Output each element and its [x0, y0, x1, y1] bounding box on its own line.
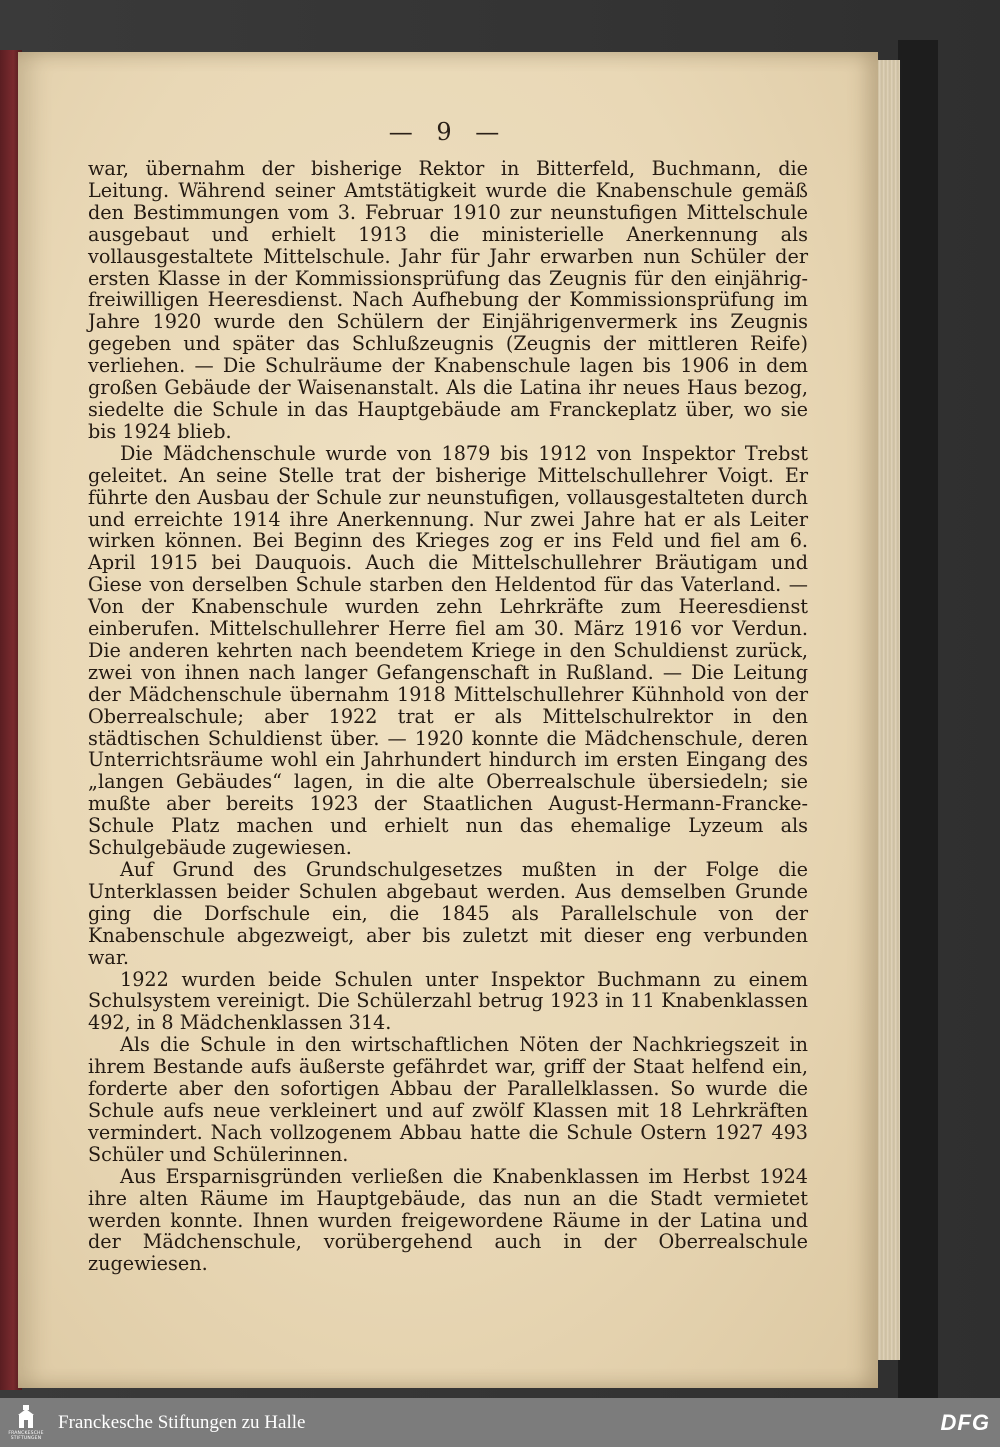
page-number: — 9 —	[388, 118, 508, 146]
paragraph: war, übernahm der bisherige Rektor in Bitterfeld, Buchmann, die Leitung. Während seiner Amtstätigkeit wurde die Knabenschule gemäß den Bestimmungen vom 3. Februar 1910 zur neunstufigen Mittelschule ausgebaut und erhielt 1913 die ministerielle Anerkennung als vollausgestaltete Mittelschule. Jahr für Jahr erwarben nun Schüler der ersten Klasse in der Kommissionsprüfung das Zeugnis für den einjährig-freiwilligen Heeresdienst. Nach Aufhebung der Kommissionsprüfung im Jahre 1920 wurde den Schülern der Einjährigenvermerk ins Zeugnis gegeben und später das Schlußzeugnis (Zeugnis der mittleren Reife) verliehen. — Die Schulräume der Knabenschule lagen bis 1906 in dem großen Gebäude der Waisenanstalt. Als die Latina ihr neues Haus bezog, siedelte die Schule in das Hauptgebäude am Franckeplatz über, wo sie bis 1924 blieb.	[88, 157, 808, 443]
paragraph: Aus Ersparnisgründen verließen die Knabenklassen im Herbst 1924 ihre alten Räume im Hauptgebäude, das nun an die Stadt vermietet werden konnte. Ihnen wurden freigewordene Räume in der Latina und der Mädchenschule, vorübergehend auch in der Oberrealschule zugewiesen.	[88, 1164, 808, 1276]
francke-foundation-logo[interactable]	[6, 1403, 46, 1443]
book-page	[18, 52, 878, 1388]
page-body-text	[88, 158, 808, 1275]
paragraph: Die Mädchenschule wurde von 1879 bis 1912 von Inspektor Trebst geleitet. An seine Stelle trat der bisherige Mittelschullehrer Voigt. Er führte den Ausbau der Schule zur neunstufigen, vollausgestalteten durch und erreichte 1914 ihre Anerkennung. Nur zwei Jahre hat er als Leiter wirken können. Bei Beginn des Krieges zog er ins Feld und fiel am 6. April 1915 bei Dauquois. Auch die Mittelschullehrer Bräutigam und Giese von derselben Schule starben den Heldentod für das Vaterland. — Von der Knabenschule wurden zehn Lehrkräfte zum Heeresdienst einberufen. Mittelschullehrer Herre fiel am 30. März 1916 vor Verdun. Die anderen kehrten nach beendetem Kriege in den Schuldienst zurück, zwei von ihnen nach langer Gefangenschaft in Rußland. — Die Leitung der Mädchenschule übernahm 1918 Mittelschullehrer Kühnhold von der Oberrealschule; aber 1922 trat er als Mittelschulrektor in den städtischen Schuldienst über. — 1920 konnte die Mädchenschule, deren Unterrichtsräume wohl ein Jahrhundert hindurch im ersten Eingang des „langen Gebäudes“ lagen, in die alte Oberrealschule übersiedeln; sie mußte aber bereits 1923 der Staatlichen August-Hermann-Francke-Schule Platz machen und erhielt nun das ehemalige Lyzeum als Schulgebäude zugewiesen.	[88, 441, 808, 860]
institution-title: Franckesche Stiftungen zu Halle	[58, 1411, 306, 1433]
orphanage-building-icon	[15, 1405, 37, 1431]
paragraph: 1922 wurden beide Schulen unter Inspektor Buchmann zu einem Schulsystem vereinigt. Die Schülerzahl betrug 1923 in 11 Knabenklassen 492, in 8 Mädchenklassen 314.	[88, 967, 808, 1035]
book-cover-right-edge	[898, 40, 938, 1398]
viewer-footer-bar	[0, 1398, 1000, 1447]
paragraph: Auf Grund des Grundschulgesetzes mußten in der Folge die Unterklassen beider Schulen abgebaut werden. Aus demselben Grunde ging die Dorfschule ein, die 1845 als Parallelschule von der Knabenschule abgezweigt, aber bis zuletzt mit dieser eng verbunden war.	[88, 858, 808, 969]
paragraph: Als die Schule in den wirtschaftlichen Nöten der Nachkriegszeit in ihrem Bestande aufs äußerste gefährdet war, griff der Staat helfend ein, forderte aber den sofortigen Abbau der Parallelklassen. So wurde die Schule aufs neue verkleinert und auf zwölf Klassen mit 18 Lehrkräften vermindert. Nach vollzogenem Abbau hatte die Schule Ostern 1927 493 Schüler und Schülerinnen.	[88, 1033, 808, 1166]
logo-caption: FRANCKESCHE STIFTUNGEN	[8, 1430, 44, 1441]
dfg-logo[interactable]: DFG	[940, 1409, 990, 1435]
